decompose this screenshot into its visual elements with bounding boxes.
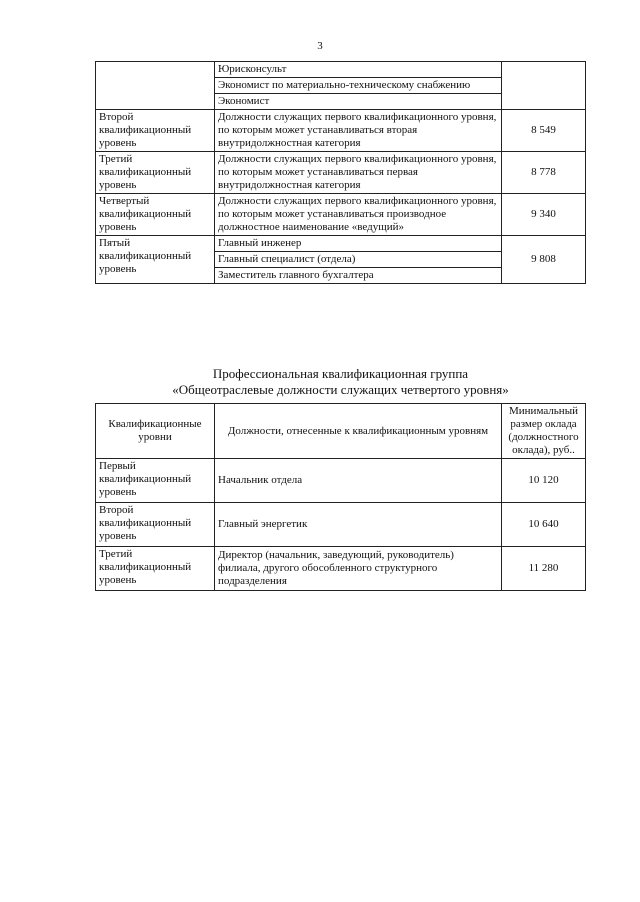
level-cell: Пятый квалификационный уровень	[96, 236, 215, 284]
table-row	[96, 110, 586, 152]
table-row	[96, 236, 586, 252]
level-cell: Второй квалификационный уровень	[96, 110, 215, 152]
salary-cell: 10 640	[502, 503, 586, 547]
position-cell: Должности служащих первого квалификационного уровня, по которым может устанавливаться производное должностное наименование «ведущий»	[215, 194, 502, 236]
position-cell: Главный инженер	[215, 236, 502, 252]
position-cell: Начальник отдела	[215, 459, 502, 503]
page-number: 3	[317, 40, 323, 52]
salary-cell	[502, 62, 586, 110]
level-cell	[96, 62, 215, 110]
salary-cell: 8 778	[502, 152, 586, 194]
position-cell: Главный энергетик	[215, 503, 502, 547]
table-row	[96, 547, 586, 591]
header-positions: Должности, отнесенные к квалификационным уровням	[215, 404, 502, 459]
table-header-row	[96, 404, 586, 459]
table-row	[96, 152, 586, 194]
table-row	[96, 503, 586, 547]
position-cell: Должности служащих первого квалификационного уровня, по которым может устанавливаться вторая внутридолжностная категория	[215, 110, 502, 152]
table-row	[96, 62, 586, 78]
position-cell: Главный специалист (отдела)	[215, 252, 502, 268]
group-heading-line1: Профессиональная квалификационная группа	[212, 366, 469, 381]
qualification-table-fourth-level	[95, 403, 586, 591]
table-row	[96, 194, 586, 236]
position-cell: Юрисконсульт	[215, 62, 502, 78]
salary-cell: 10 120	[502, 459, 586, 503]
position-cell: Должности служащих первого квалификационного уровня, по которым может устанавливаться первая внутридолжностная категория	[215, 152, 502, 194]
position-cell: Директор (начальник, заведующий, руководитель) филиала, другого обособленного структурного подразделения	[215, 547, 502, 591]
position-cell: Экономист по материально-техническому снабжению	[215, 78, 502, 94]
salary-cell: 9 808	[502, 236, 586, 284]
header-level: Квалификационные уровни	[96, 404, 215, 459]
level-cell: Четвертый квалификационный уровень	[96, 194, 215, 236]
salary-cell: 8 549	[502, 110, 586, 152]
level-cell: Первый квалификационный уровень	[96, 459, 215, 503]
group-heading	[95, 366, 586, 398]
salary-cell: 9 340	[502, 194, 586, 236]
qualification-table-continued	[95, 61, 586, 284]
level-cell: Третий квалификационный уровень	[96, 152, 215, 194]
header-salary: Минимальный размер оклада (должностного оклада), руб..	[502, 404, 586, 459]
position-cell: Экономист	[215, 94, 502, 110]
level-cell: Третий квалификационный уровень	[96, 547, 215, 591]
position-cell: Заместитель главного бухгалтера	[215, 268, 502, 284]
group-heading-line2: «Общеотраслевые должности служащих четвертого уровня»	[172, 382, 509, 397]
level-cell: Второй квалификационный уровень	[96, 503, 215, 547]
salary-cell: 11 280	[502, 547, 586, 591]
table-row	[96, 459, 586, 503]
